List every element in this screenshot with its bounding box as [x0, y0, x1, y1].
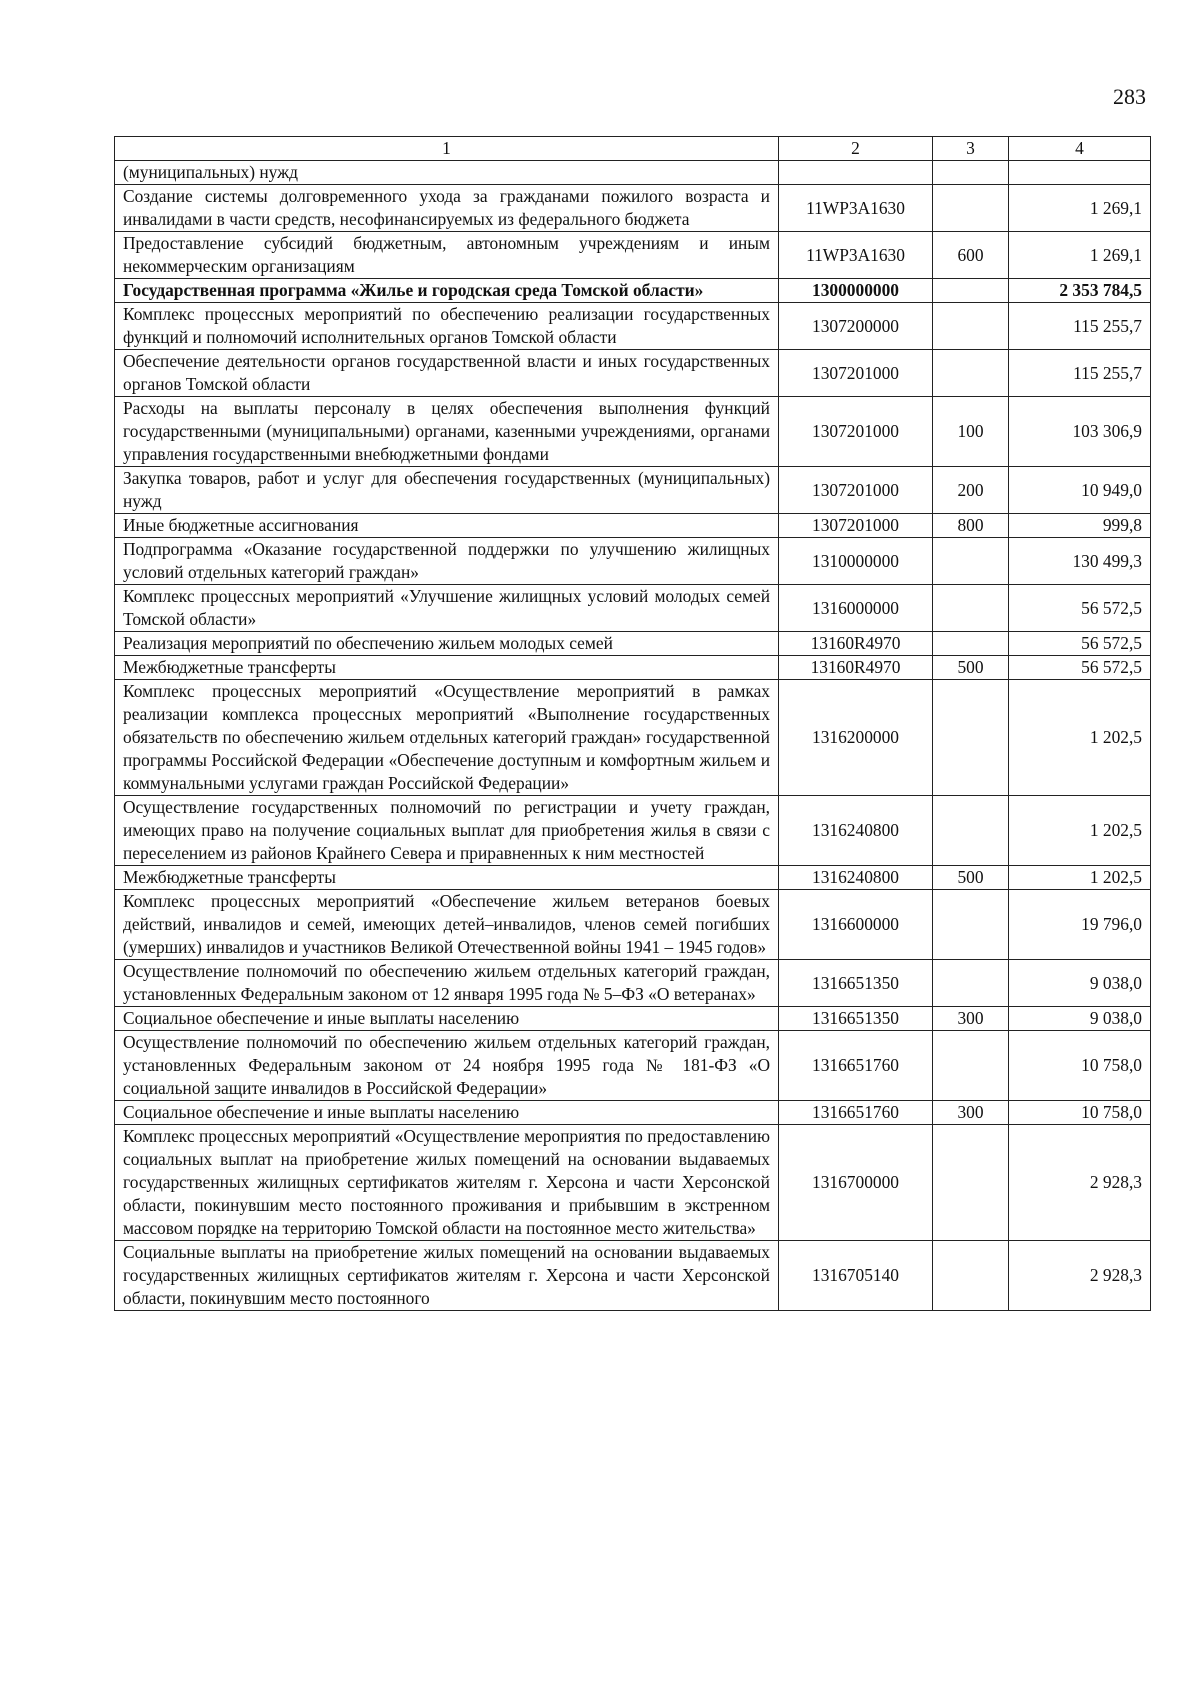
- table-header-row: [115, 137, 1151, 161]
- column-header-amount: 4: [1009, 137, 1151, 161]
- row-name-cell: Закупка товаров, работ и услуг для обеспечения государственных (муниципальных) нужд: [115, 467, 779, 514]
- row-name-cell: Обеспечение деятельности органов государственной власти и иных государственных органов Томской области: [115, 350, 779, 397]
- row-expense-type-cell: [933, 680, 1009, 796]
- row-amount-cell: 1 269,1: [1009, 232, 1151, 279]
- row-code-cell: 1316651760: [779, 1031, 933, 1101]
- row-name-cell: Социальные выплаты на приобретение жилых помещений на основании выдаваемых государственных жилищных сертификатов жителям г. Херсона и части Херсонской области, покинувшим место постоянного: [115, 1241, 779, 1311]
- row-code-cell: 11WP3A1630: [779, 232, 933, 279]
- table-row: [115, 1241, 1151, 1311]
- row-amount-cell: 103 306,9: [1009, 397, 1151, 467]
- row-amount-cell: 56 572,5: [1009, 656, 1151, 680]
- row-expense-type-cell: [933, 279, 1009, 303]
- row-expense-type-cell: [933, 796, 1009, 866]
- table-row: [115, 161, 1151, 185]
- row-expense-type-cell: 300: [933, 1101, 1009, 1125]
- row-expense-type-cell: [933, 1125, 1009, 1241]
- row-code-cell: 1316600000: [779, 890, 933, 960]
- row-expense-type-cell: [933, 303, 1009, 350]
- row-expense-type-cell: [933, 1031, 1009, 1101]
- row-expense-type-cell: [933, 1241, 1009, 1311]
- row-amount-cell: 999,8: [1009, 514, 1151, 538]
- table-row: [115, 185, 1151, 232]
- row-amount-cell: 1 269,1: [1009, 185, 1151, 232]
- row-expense-type-cell: 100: [933, 397, 1009, 467]
- row-amount-cell: 56 572,5: [1009, 632, 1151, 656]
- row-code-cell: 1307201000: [779, 350, 933, 397]
- row-code-cell: 1316240800: [779, 796, 933, 866]
- row-code-cell: 1316705140: [779, 1241, 933, 1311]
- row-expense-type-cell: 500: [933, 656, 1009, 680]
- row-name-cell: Подпрограмма «Оказание государственной поддержки по улучшению жилищных условий отдельных категорий граждан»: [115, 538, 779, 585]
- row-code-cell: [779, 161, 933, 185]
- table-row: [115, 467, 1151, 514]
- row-amount-cell: 9 038,0: [1009, 960, 1151, 1007]
- table-row: [115, 866, 1151, 890]
- row-expense-type-cell: [933, 960, 1009, 1007]
- row-amount-cell: 19 796,0: [1009, 890, 1151, 960]
- table-row: [115, 538, 1151, 585]
- row-code-cell: 1307200000: [779, 303, 933, 350]
- row-amount-cell: 56 572,5: [1009, 585, 1151, 632]
- row-amount-cell: 10 949,0: [1009, 467, 1151, 514]
- row-amount-cell: 1 202,5: [1009, 866, 1151, 890]
- row-expense-type-cell: [933, 538, 1009, 585]
- row-code-cell: 1300000000: [779, 279, 933, 303]
- table-body: [115, 161, 1151, 1311]
- row-code-cell: 1316200000: [779, 680, 933, 796]
- row-name-cell: Межбюджетные трансферты: [115, 656, 779, 680]
- row-code-cell: 11WP3A1630: [779, 185, 933, 232]
- row-amount-cell: 2 928,3: [1009, 1241, 1151, 1311]
- table-row: [115, 585, 1151, 632]
- row-name-cell: (муниципальных) нужд: [115, 161, 779, 185]
- row-name-cell: Осуществление полномочий по обеспечению жильем отдельных категорий граждан, установленных Федеральным законом от 24 ноября 1995 года № 181-ФЗ «О социальной защите инвалидов в Российской Федерации»: [115, 1031, 779, 1101]
- row-code-cell: 1310000000: [779, 538, 933, 585]
- row-name-cell: Расходы на выплаты персоналу в целях обеспечения выполнения функций государственными (муниципальными) органами, казенными учреждениями, органами управления государственными внебюджетными фондами: [115, 397, 779, 467]
- budget-table: [114, 136, 1151, 1311]
- row-code-cell: 13160R4970: [779, 632, 933, 656]
- row-code-cell: 1316651350: [779, 960, 933, 1007]
- table-row: [115, 232, 1151, 279]
- table-row: [115, 656, 1151, 680]
- row-expense-type-cell: [933, 350, 1009, 397]
- row-name-cell: Предоставление субсидий бюджетным, автономным учреждениям и иным некоммерческим организациям: [115, 232, 779, 279]
- table-row: [115, 890, 1151, 960]
- row-amount-cell: 10 758,0: [1009, 1031, 1151, 1101]
- row-expense-type-cell: 600: [933, 232, 1009, 279]
- row-expense-type-cell: [933, 161, 1009, 185]
- row-expense-type-cell: [933, 632, 1009, 656]
- row-amount-cell: 115 255,7: [1009, 303, 1151, 350]
- row-name-cell: Государственная программа «Жилье и городская среда Томской области»: [115, 279, 779, 303]
- table-row: [115, 514, 1151, 538]
- row-amount-cell: 2 353 784,5: [1009, 279, 1151, 303]
- table-row: [115, 350, 1151, 397]
- table-row: [115, 1125, 1151, 1241]
- column-header-expense-type: 3: [933, 137, 1009, 161]
- row-code-cell: 1316000000: [779, 585, 933, 632]
- row-name-cell: Создание системы долговременного ухода за гражданами пожилого возраста и инвалидами в части средств, несофинансируемых из федерального бюджета: [115, 185, 779, 232]
- row-expense-type-cell: [933, 890, 1009, 960]
- row-amount-cell: 2 928,3: [1009, 1125, 1151, 1241]
- row-code-cell: 1316700000: [779, 1125, 933, 1241]
- row-code-cell: 1316651760: [779, 1101, 933, 1125]
- table-row: [115, 279, 1151, 303]
- row-amount-cell: 115 255,7: [1009, 350, 1151, 397]
- table-row: [115, 960, 1151, 1007]
- page-number: 283: [1113, 84, 1146, 109]
- row-name-cell: Социальное обеспечение и иные выплаты населению: [115, 1101, 779, 1125]
- row-amount-cell: 9 038,0: [1009, 1007, 1151, 1031]
- row-amount-cell: 1 202,5: [1009, 796, 1151, 866]
- table-row: [115, 1007, 1151, 1031]
- row-amount-cell: 130 499,3: [1009, 538, 1151, 585]
- row-name-cell: Комплекс процессных мероприятий «Обеспечение жильем ветеранов боевых действий, инвалидов и семей, имеющих детей–инвалидов, членов семей погибших (умерших) инвалидов и участников Великой Отечественной войны 1941 – 1945 годов»: [115, 890, 779, 960]
- table-row: [115, 303, 1151, 350]
- row-name-cell: Осуществление государственных полномочий по регистрации и учету граждан, имеющих право на получение социальных выплат для приобретения жилья в связи с переселением из районов Крайнего Севера и приравненных к ним местностей: [115, 796, 779, 866]
- row-amount-cell: 1 202,5: [1009, 680, 1151, 796]
- row-expense-type-cell: 300: [933, 1007, 1009, 1031]
- row-code-cell: 1316651350: [779, 1007, 933, 1031]
- row-code-cell: 1307201000: [779, 514, 933, 538]
- table-row: [115, 1101, 1151, 1125]
- row-name-cell: Реализация мероприятий по обеспечению жильем молодых семей: [115, 632, 779, 656]
- column-header-name: 1: [115, 137, 779, 161]
- row-code-cell: 1307201000: [779, 467, 933, 514]
- row-name-cell: Социальное обеспечение и иные выплаты населению: [115, 1007, 779, 1031]
- table-row: [115, 796, 1151, 866]
- row-name-cell: Комплекс процессных мероприятий по обеспечению реализации государственных функций и полномочий исполнительных органов Томской области: [115, 303, 779, 350]
- table-row: [115, 1031, 1151, 1101]
- row-name-cell: Комплекс процессных мероприятий «Улучшение жилищных условий молодых семей Томской области»: [115, 585, 779, 632]
- row-name-cell: Осуществление полномочий по обеспечению жильем отдельных категорий граждан, установленных Федеральным законом от 12 января 1995 года № 5–ФЗ «О ветеранах»: [115, 960, 779, 1007]
- row-amount-cell: 10 758,0: [1009, 1101, 1151, 1125]
- row-expense-type-cell: 800: [933, 514, 1009, 538]
- row-expense-type-cell: 200: [933, 467, 1009, 514]
- row-name-cell: Межбюджетные трансферты: [115, 866, 779, 890]
- row-code-cell: 1307201000: [779, 397, 933, 467]
- row-expense-type-cell: [933, 585, 1009, 632]
- row-name-cell: Комплекс процессных мероприятий «Осуществление мероприятий в рамках реализации комплекса процессных мероприятий «Выполнение государственных обязательств по обеспечению жильем отдельных категорий граждан» государственной программы Российской Федерации «Обеспечение доступным и комфортным жильем и коммунальными услугами граждан Российской Федерации»: [115, 680, 779, 796]
- row-expense-type-cell: 500: [933, 866, 1009, 890]
- row-code-cell: 1316240800: [779, 866, 933, 890]
- row-code-cell: 13160R4970: [779, 656, 933, 680]
- table-row: [115, 632, 1151, 656]
- row-name-cell: Иные бюджетные ассигнования: [115, 514, 779, 538]
- row-name-cell: Комплекс процессных мероприятий «Осуществление мероприятия по предоставлению социальных выплат на приобретение жилых помещений на основании выдаваемых государственных жилищных сертификатов жителям г. Херсона и части Херсонской области, покинувшим место постоянного проживания и прибывшим в экстренном массовом порядке на территорию Томской области на постоянное место жительства»: [115, 1125, 779, 1241]
- row-amount-cell: [1009, 161, 1151, 185]
- column-header-code: 2: [779, 137, 933, 161]
- row-expense-type-cell: [933, 185, 1009, 232]
- table-row: [115, 397, 1151, 467]
- table-row: [115, 680, 1151, 796]
